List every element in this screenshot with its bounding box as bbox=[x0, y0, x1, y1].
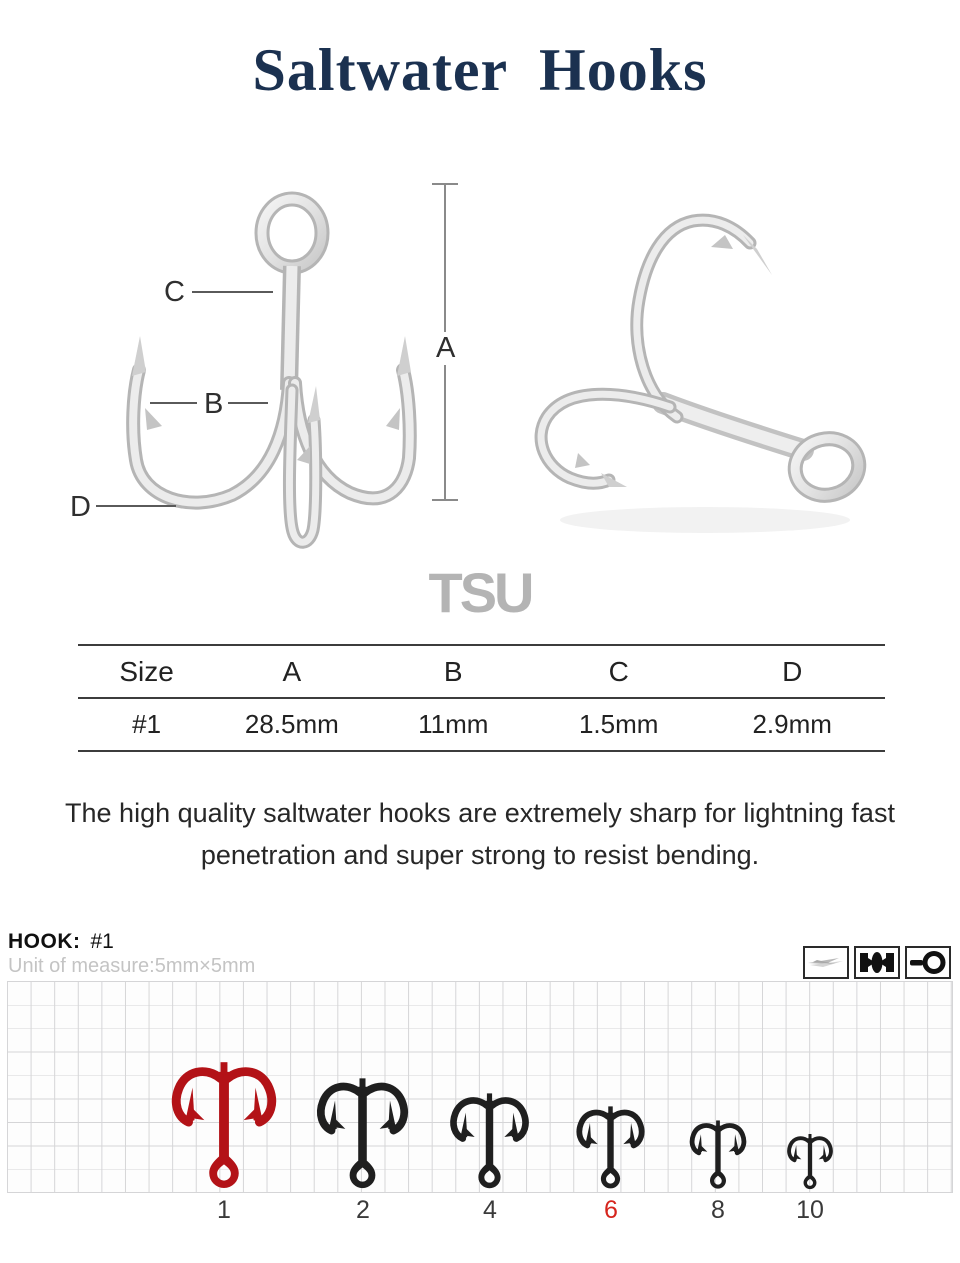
size-label-1: 1 bbox=[217, 1196, 231, 1224]
header-b: B bbox=[369, 645, 538, 698]
header-a: A bbox=[215, 645, 368, 698]
header-c: C bbox=[538, 645, 699, 698]
cell-a: 28.5mm bbox=[215, 698, 368, 751]
dim-label-b: B bbox=[200, 388, 227, 421]
hook-heading-value: #1 bbox=[90, 930, 114, 953]
dim-cap-a-bottom bbox=[432, 499, 458, 501]
dim-line-d bbox=[96, 505, 176, 507]
dim-label-c: C bbox=[160, 276, 189, 309]
dim-line-c bbox=[192, 291, 273, 293]
header-size: Size bbox=[78, 645, 215, 698]
description-line-1: The high quality saltwater hooks are extremely sharp for lightning fast bbox=[65, 798, 895, 828]
dim-line-b-right bbox=[228, 402, 268, 404]
cell-d: 2.9mm bbox=[699, 698, 885, 751]
hook-silhouette-size-6 bbox=[572, 1106, 649, 1190]
eye-ring-glyph bbox=[907, 948, 949, 977]
page-title: Saltwater Hooks bbox=[252, 37, 708, 103]
hook-silhouette-size-4 bbox=[445, 1093, 534, 1190]
sharp-point-icon bbox=[803, 946, 849, 979]
dim-label-a: A bbox=[432, 332, 459, 365]
hook-silhouette-size-10 bbox=[784, 1134, 836, 1190]
cell-c: 1.5mm bbox=[538, 698, 699, 751]
hook-silhouette-size-2 bbox=[311, 1078, 414, 1190]
size-label-8: 8 bbox=[711, 1196, 725, 1224]
product-description bbox=[0, 792, 960, 876]
hook-heading-label: HOOK: bbox=[8, 930, 81, 953]
dim-label-d: D bbox=[66, 491, 95, 524]
cell-b: 11mm bbox=[369, 698, 538, 751]
size-label-2: 2 bbox=[356, 1196, 370, 1224]
needle-point-glyph bbox=[805, 948, 847, 977]
welded-eye-icon bbox=[905, 946, 951, 979]
description-line-2: penetration and super strong to resist bending. bbox=[200, 840, 760, 870]
hook-heading bbox=[8, 930, 114, 954]
spec-table-header-row bbox=[78, 645, 885, 698]
treble-hook-front-photo bbox=[100, 178, 445, 573]
forged-glyph bbox=[856, 948, 898, 977]
size-label-4: 4 bbox=[483, 1196, 497, 1224]
forged-strength-icon bbox=[854, 946, 900, 979]
cell-size: #1 bbox=[78, 698, 215, 751]
hook-silhouette-size-1 bbox=[165, 1062, 283, 1190]
hook-silhouette-size-8 bbox=[686, 1120, 750, 1190]
size-label-10: 10 bbox=[796, 1196, 824, 1224]
spec-table bbox=[78, 644, 885, 752]
header-d: D bbox=[699, 645, 885, 698]
spec-table-row bbox=[78, 698, 885, 751]
unit-of-measure-text: Unit of measure:5mm×5mm bbox=[8, 955, 256, 977]
size-label-6: 6 bbox=[604, 1196, 618, 1224]
treble-hook-side-photo bbox=[505, 185, 905, 565]
dim-line-b-left bbox=[150, 402, 197, 404]
brand-watermark: TSU bbox=[428, 561, 532, 624]
